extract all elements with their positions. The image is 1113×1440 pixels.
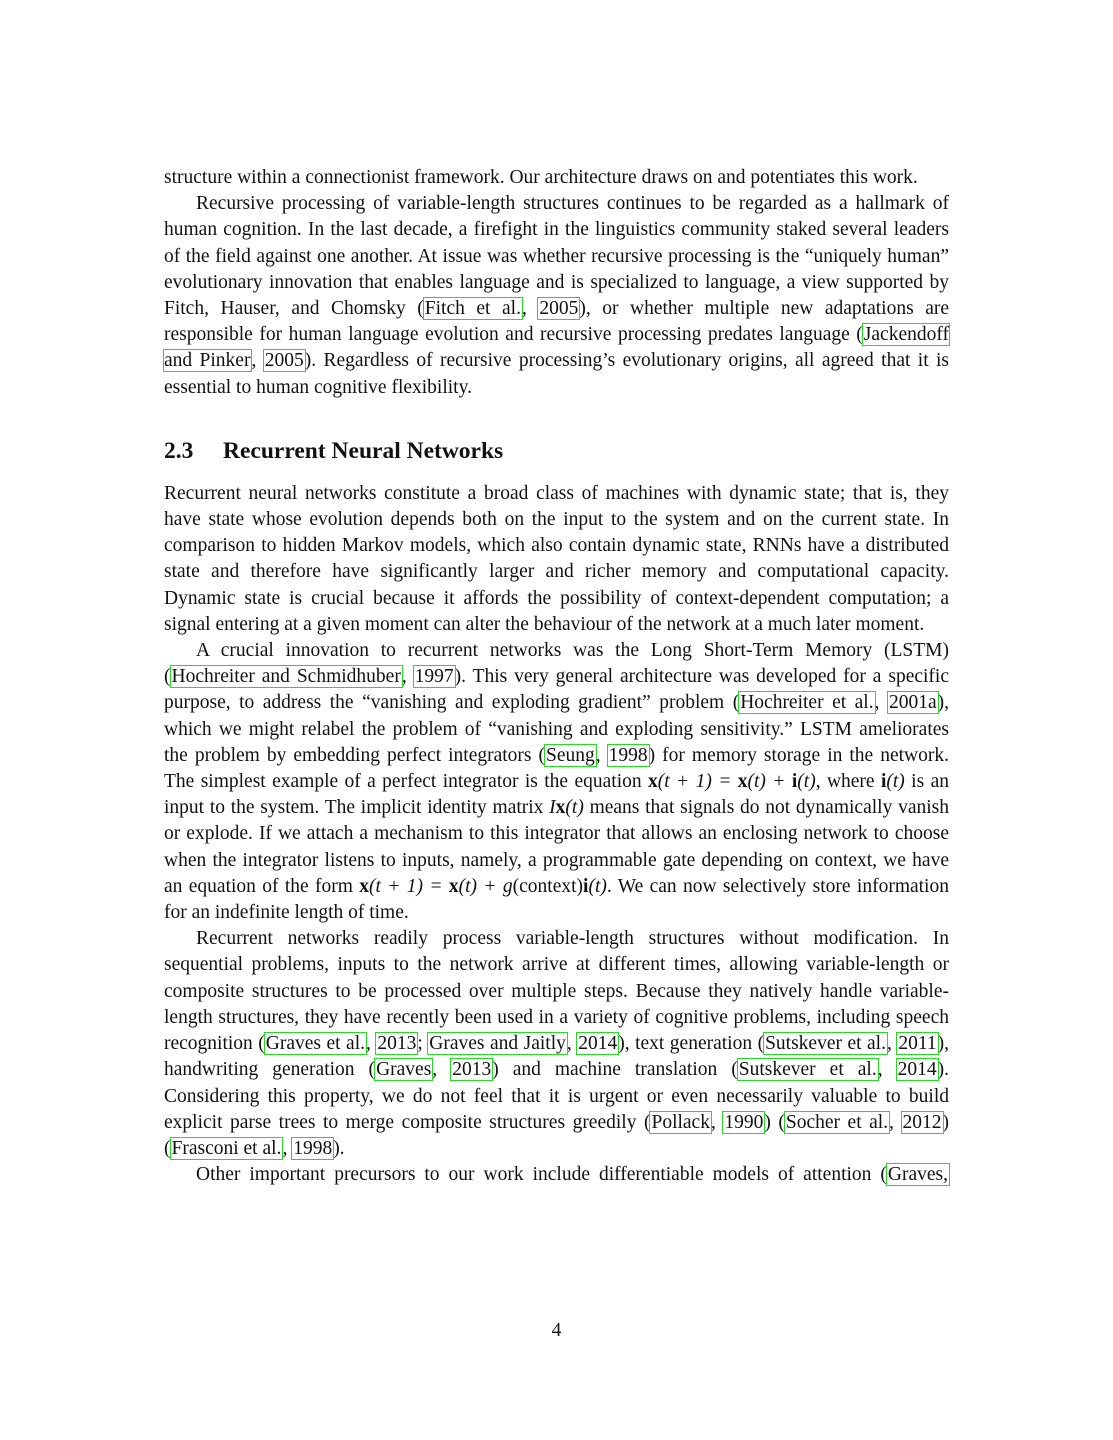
- equation-input: i(t): [880, 771, 905, 793]
- citation-graves-2013-author[interactable]: Graves et al.: [265, 1033, 366, 1055]
- citation-hochreiter-schmidhuber-year[interactable]: 1997: [414, 666, 454, 688]
- citation-graves-handwriting-author[interactable]: Graves: [376, 1059, 432, 1081]
- paragraph-lstm: A crucial innovation to recurrent networks was the Long Short-Term Memory (LSTM) (Hochreiter and Schmidhuber, 1997). This very general architecture was developed for a specific purpose, to address the “vanishing and exploding gradient” problem (Hochreiter et al., 2001a), which we might relabel the problem of “vanishing and exploding sensitivity.” LSTM ameliorates the problem by embedding perfect integrators (Seung, 1998) for memory storage in the network. The simplest example of a perfect integrator is the equation x(t + 1) = x(t) + i(t), where i(t) is an input to the system. The implicit identity matrix Ix(t) means that signals do not dynamically vanish or explode. If we attach a mechanism to this integrator that allows an enclosing network to choose when the integrator listens to inputs, namely, a programmable gate depending on context, we have an equation of the form x(t + 1) = x(t) + g(context)i(t). We can now selectively store information for an indefinite length of time.: [164, 640, 950, 924]
- citation-jackendoff-author[interactable]: Jackendoff and Pinker: [164, 324, 949, 372]
- citation-graves-jaitly-author[interactable]: Graves and Jaitly: [429, 1033, 566, 1055]
- citation-fitch-year[interactable]: 2005: [539, 298, 579, 320]
- citation-hochreiter-2001-author[interactable]: Hochreiter et al.: [740, 692, 874, 714]
- paragraph-attention: Other important precursors to our work include differentiable models of attention (Graves,: [196, 1164, 948, 1186]
- paper-page-body: [164, 165, 949, 1188]
- citation-graves-handwriting-year[interactable]: 2013: [452, 1059, 492, 1081]
- citation-sutskever-2011-author[interactable]: Sutskever et al.: [765, 1033, 886, 1055]
- paragraph-recursive-processing: Recursive processing of variable-length structures continues to be regarded as a hallmark of human cognition. In the last decade, a firefight in the linguistics community staked several leaders of the field against one another. At issue was whether recursive processing is the “uniquely human” evolutionary innovation that enables language and is specialized to language, a view supported by Fitch, Hauser, and Chomsky (Fitch et al., 2005), or whether multiple new adaptations are responsible for human language evolution and recursive processing predates language (Jackendoff and Pinker, 2005). Regardless of recursive processing’s evolutionary origins, all agreed that it is essential to human cognitive flexibility.: [164, 193, 950, 398]
- equation-gated-integrator: x(t + 1) = x(t) + g(context)i(t): [359, 875, 607, 897]
- citation-socher-year[interactable]: 2012: [902, 1111, 942, 1133]
- paragraph-rnn-intro: Recurrent neural networks constitute a broad class of machines with dynamic state; that is, they have state whose evolution depends both on the input to the system and on the current state. In comparison to hidden Markov models, which also contain dynamic state, RNNs have a distributed state and therefore have significantly larger and richer memory and computational capacity. Dynamic state is crucial because it affords the possibility of context-dependent computation; a signal entering at a given moment can alter the behaviour of the network at a much later moment.: [164, 482, 949, 635]
- citation-sutskever-2014-year[interactable]: 2014: [897, 1059, 937, 1081]
- citation-sutskever-2011-year[interactable]: 2011: [898, 1033, 937, 1055]
- citation-graves-jaitly-year[interactable]: 2014: [578, 1033, 618, 1055]
- citation-frasconi-author[interactable]: Frasconi et al.: [171, 1137, 282, 1159]
- citation-frasconi-year[interactable]: 1998: [293, 1137, 333, 1159]
- citation-pollack-year[interactable]: 1990: [724, 1111, 764, 1133]
- equation-identity: Ix(t): [549, 797, 584, 819]
- citation-graves-2013-year[interactable]: 2013: [377, 1033, 417, 1055]
- citation-pollack-author[interactable]: Pollack: [651, 1111, 710, 1133]
- citation-seung-author[interactable]: Seung: [546, 744, 595, 766]
- citation-seung-year[interactable]: 1998: [608, 744, 648, 766]
- citation-graves-attention-author[interactable]: Graves,: [887, 1164, 948, 1186]
- paragraph-variable-length: Recurrent networks readily process variable-length structures without modification. In sequential problems, inputs to the network arrive at different times, allowing variable-length or composite structures to be processed over multiple steps. Because they natively handle variable-length structures, they have recently been used in a variety of cognitive problems, including speech recognition (Graves et al., 2013; Graves and Jaitly, 2014), text generation (Sutskever et al., 2011), handwriting generation (Graves, 2013) and machine translation (Sutskever et al., 2014). Considering this property, we do not feel that it is urgent or even necessarily valuable to build explicit parse trees to merge composite structures greedily (Pollack, 1990) (Socher et al., 2012) (Frasconi et al., 1998).: [164, 928, 950, 1159]
- citation-hochreiter-schmidhuber-author[interactable]: Hochreiter and Schmidhuber: [171, 666, 401, 688]
- citation-fitch-author[interactable]: Fitch et al.: [424, 298, 521, 320]
- section-number: 2.3: [164, 437, 194, 464]
- citation-jackendoff-year[interactable]: 2005: [264, 350, 304, 372]
- equation-integrator: x(t + 1) = x(t) + i(t): [648, 771, 816, 793]
- citation-socher-author[interactable]: Socher et al.: [785, 1111, 889, 1133]
- section-title: Recurrent Neural Networks: [223, 437, 504, 464]
- citation-hochreiter-2001-year[interactable]: 2001a: [888, 692, 937, 714]
- citation-sutskever-2014-author[interactable]: Sutskever et al.: [738, 1059, 877, 1081]
- section-heading: [164, 437, 949, 465]
- page-number: 4: [551, 1320, 562, 1341]
- paragraph-continued: structure within a connectionist framework. Our architecture draws on and potentiates this work.: [164, 167, 918, 188]
